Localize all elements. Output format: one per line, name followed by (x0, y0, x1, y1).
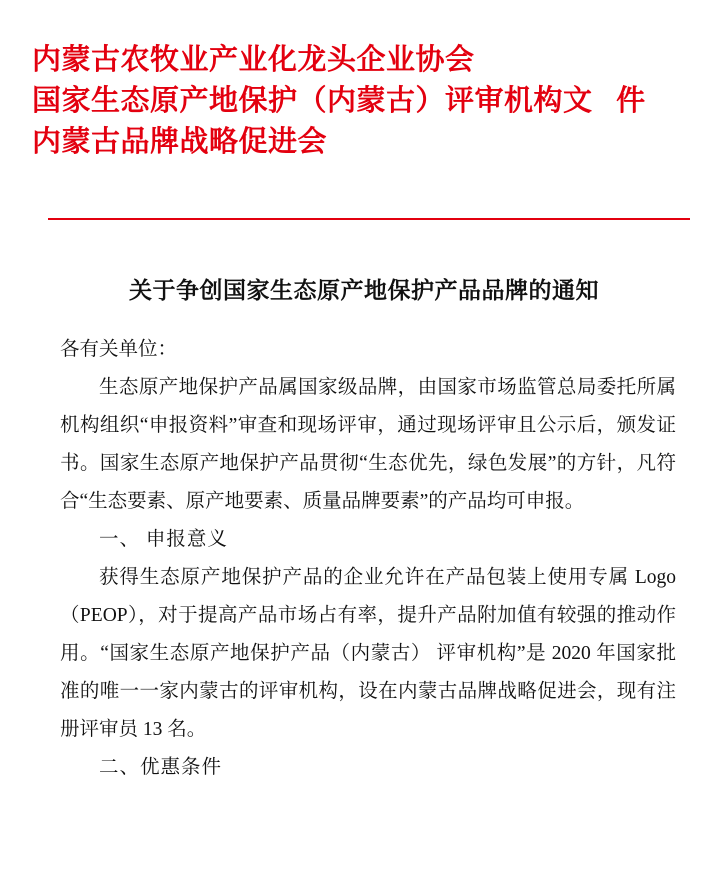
document-body (30, 331, 698, 787)
document-title: 关于争创国家生态原产地保护产品品牌的通知 (129, 276, 599, 303)
letterhead-divider (48, 218, 690, 220)
letterhead-line-1: 内蒙古农牧业产业化龙头企业协会 (32, 44, 475, 76)
letterhead (30, 0, 698, 164)
letterhead-line-2 (30, 81, 698, 122)
letterhead-line-3: 内蒙古品牌战略促进会 (32, 126, 328, 159)
section-heading-2: 二、优惠条件 (99, 756, 223, 778)
paragraph-intro: 生态原产地保护产品属国家级品牌，由国家市场监管总局委托所属机构组织“申报资料”审查和现场评审，通过现场评审且公示后，颁发证书。国家生态原产地保护产品贯彻“生态优先，绿色发展”的方针，凡符合“生态要素、原产地要素、质量品牌要素”的产品均可申报。 (60, 376, 676, 512)
letterhead-wenjian-label: 文 件 (563, 85, 654, 118)
paragraph-section-1: 获得生态原产地保护产品的企业允许在产品包装上使用专属 Logo（PEOP），对于提高产品市场占有率，提升产品附加值有较强的推动作用。“国家生态原产地保护产品（内蒙古） 评审机构”是 2020 年国家批准的唯一一家内蒙古的评审机构，设在内蒙古品牌战略促进会，现有注册评审员 13 名。 (60, 566, 676, 740)
section-heading-1: 一、 申报意义 (99, 528, 228, 550)
letterhead-line-2-main: 国家生态原产地保护（内蒙古）评审机构 (32, 85, 564, 118)
salutation: 各有关单位： (60, 338, 178, 360)
